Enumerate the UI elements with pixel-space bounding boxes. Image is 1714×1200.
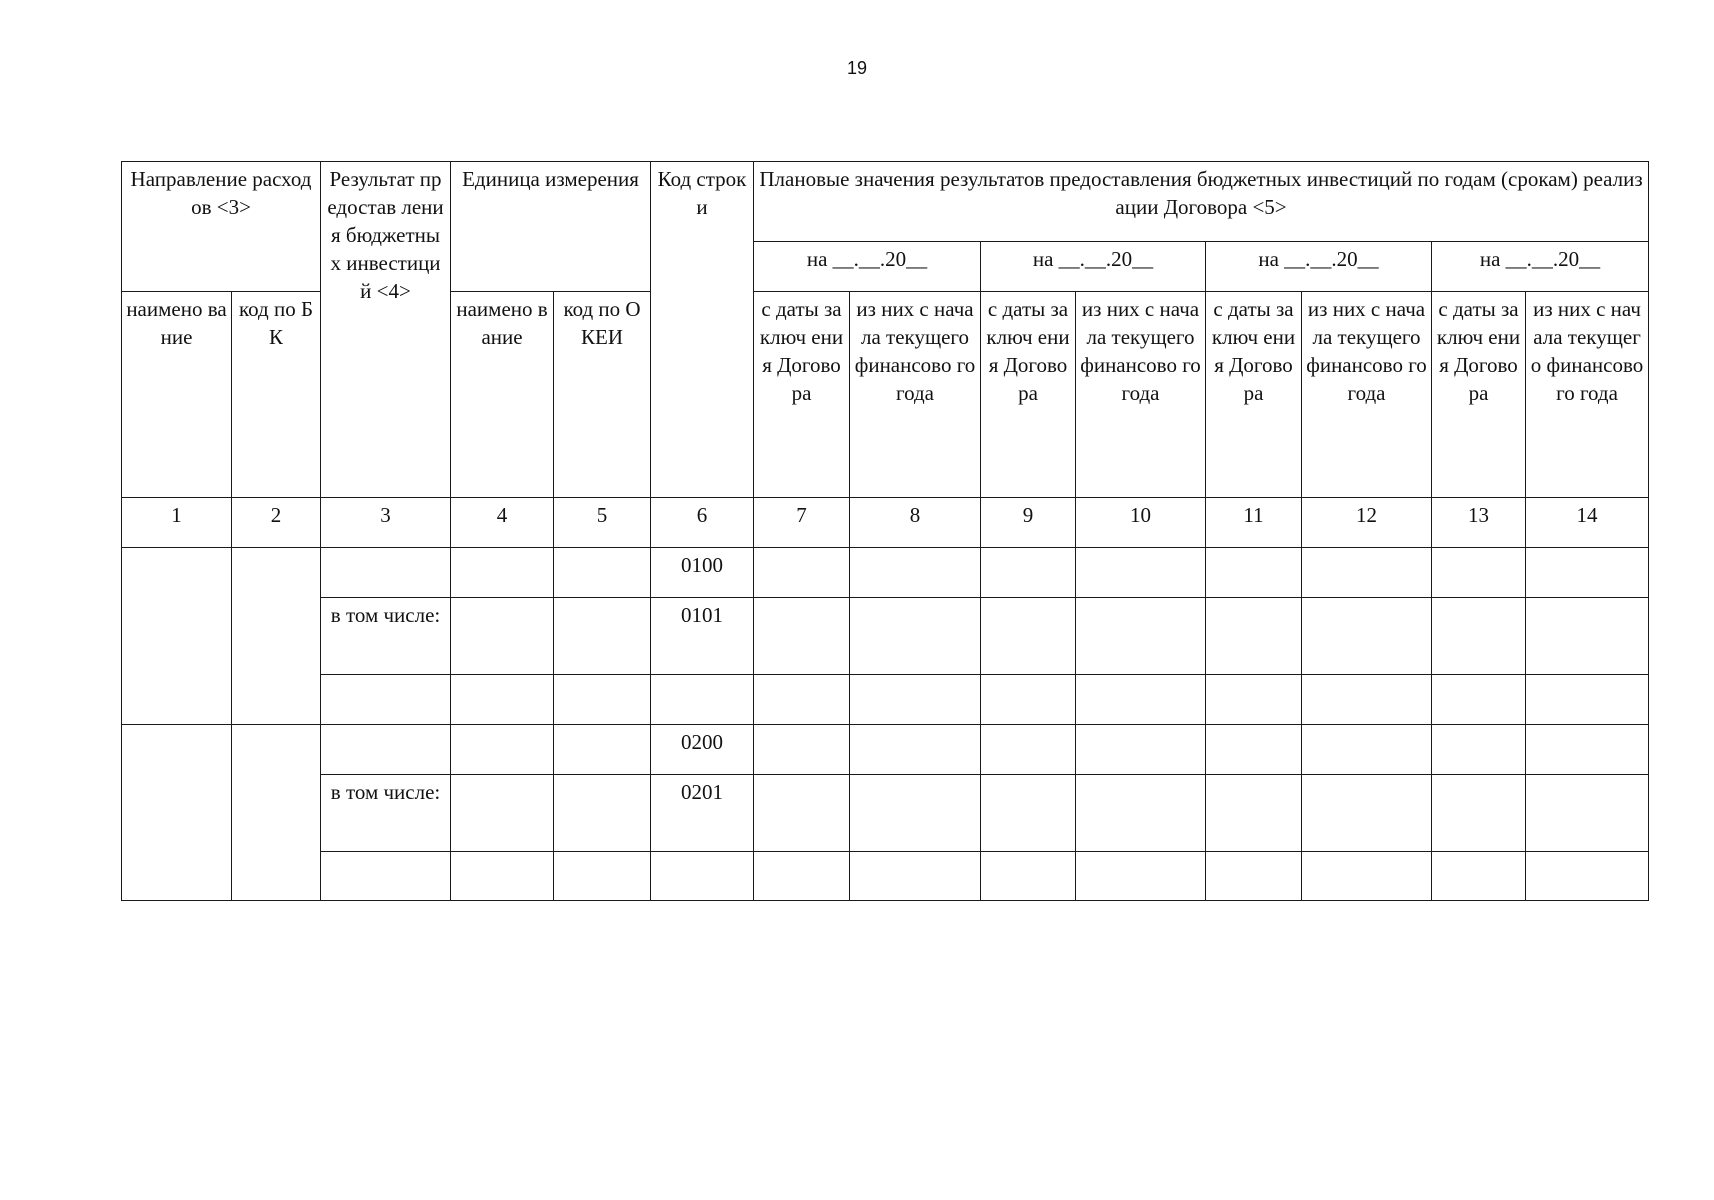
header-from-contract-1: с даты заключ ения Догово ра	[754, 292, 850, 498]
column-number: 11	[1206, 498, 1302, 548]
header-row-code: Код строки	[651, 162, 754, 498]
header-direction: Направление расходов <3>	[122, 162, 321, 292]
page-number: 19	[846, 58, 868, 78]
table-row	[122, 775, 1649, 852]
value-cell	[1302, 852, 1432, 901]
value-cell	[1432, 548, 1526, 598]
header-plan-values: Плановые значения результатов предоставления бюджетных инвестиций по годам (срокам) реализации Договора <5>	[754, 162, 1649, 242]
value-cell	[981, 725, 1076, 775]
column-number: 9	[981, 498, 1076, 548]
value-cell	[754, 725, 850, 775]
unit-name-cell	[451, 675, 554, 725]
header-unit: Единица измерения	[451, 162, 651, 292]
unit-name-cell	[451, 725, 554, 775]
unit-name-cell	[451, 598, 554, 675]
column-number: 3	[321, 498, 451, 548]
header-from-contract-2: с даты заключ ения Догово ра	[981, 292, 1076, 498]
column-number: 12	[1302, 498, 1432, 548]
value-cell	[754, 675, 850, 725]
value-cell	[1206, 852, 1302, 901]
value-cell	[1206, 725, 1302, 775]
okei-code-cell	[554, 725, 651, 775]
header-result: Результат предостав ления бюджетны х инвестици й <4>	[321, 162, 451, 498]
column-number: 13	[1432, 498, 1526, 548]
value-cell	[1526, 725, 1649, 775]
value-cell	[1432, 598, 1526, 675]
table-row	[122, 852, 1649, 901]
column-number: 8	[850, 498, 981, 548]
value-cell	[1076, 775, 1206, 852]
okei-code-cell	[554, 548, 651, 598]
value-cell	[850, 725, 981, 775]
value-cell	[981, 775, 1076, 852]
value-cell	[754, 852, 850, 901]
value-cell	[981, 675, 1076, 725]
result-cell	[321, 548, 451, 598]
unit-name-cell	[451, 775, 554, 852]
result-cell	[321, 725, 451, 775]
value-cell	[981, 852, 1076, 901]
value-cell	[1076, 548, 1206, 598]
header-from-contract-3: с даты заключ ения Догово ра	[1206, 292, 1302, 498]
direction-name-cell	[122, 725, 232, 901]
okei-code-cell	[554, 852, 651, 901]
value-cell	[850, 852, 981, 901]
header-unit-name: наимено вание	[451, 292, 554, 498]
header-direction-name: наимено вание	[122, 292, 232, 498]
header-bk-code: код по БК	[232, 292, 321, 498]
value-cell	[1432, 852, 1526, 901]
value-cell	[1076, 598, 1206, 675]
value-cell	[1076, 852, 1206, 901]
budget-investment-form-table	[121, 161, 1649, 901]
value-cell	[1432, 675, 1526, 725]
column-number: 5	[554, 498, 651, 548]
column-number: 10	[1076, 498, 1206, 548]
header-from-year-1: из них с начала текущего финансово го года	[850, 292, 981, 498]
value-cell	[850, 775, 981, 852]
value-cell	[1206, 675, 1302, 725]
bk-code-cell	[232, 725, 321, 901]
value-cell	[1526, 852, 1649, 901]
table-row	[122, 548, 1649, 598]
header-period-2: на __.__.20__	[981, 242, 1206, 292]
column-number: 6	[651, 498, 754, 548]
okei-code-cell	[554, 598, 651, 675]
bk-code-cell	[232, 548, 321, 725]
row-code-cell: 0100	[651, 548, 754, 598]
value-cell	[754, 548, 850, 598]
value-cell	[981, 598, 1076, 675]
table-row	[122, 725, 1649, 775]
value-cell	[1302, 548, 1432, 598]
column-number: 14	[1526, 498, 1649, 548]
result-cell	[321, 675, 451, 725]
unit-name-cell	[451, 852, 554, 901]
column-number: 7	[754, 498, 850, 548]
header-period-1: на __.__.20__	[754, 242, 981, 292]
direction-name-cell	[122, 548, 232, 725]
value-cell	[1432, 725, 1526, 775]
result-cell: в том числе:	[321, 598, 451, 675]
value-cell	[754, 775, 850, 852]
column-number: 2	[232, 498, 321, 548]
value-cell	[1526, 598, 1649, 675]
value-cell	[1302, 675, 1432, 725]
header-period-4: на __.__.20__	[1432, 242, 1649, 292]
header-okei-code: код по ОКЕИ	[554, 292, 651, 498]
row-code-cell	[651, 675, 754, 725]
result-cell	[321, 852, 451, 901]
column-number: 4	[451, 498, 554, 548]
row-code-cell: 0200	[651, 725, 754, 775]
value-cell	[850, 598, 981, 675]
row-code-cell: 0201	[651, 775, 754, 852]
table-row	[122, 675, 1649, 725]
value-cell	[850, 548, 981, 598]
value-cell	[1526, 775, 1649, 852]
okei-code-cell	[554, 675, 651, 725]
okei-code-cell	[554, 775, 651, 852]
value-cell	[754, 598, 850, 675]
value-cell	[1432, 775, 1526, 852]
value-cell	[1206, 598, 1302, 675]
value-cell	[1076, 725, 1206, 775]
unit-name-cell	[451, 548, 554, 598]
value-cell	[1302, 598, 1432, 675]
value-cell	[981, 548, 1076, 598]
value-cell	[1302, 775, 1432, 852]
value-cell	[1076, 675, 1206, 725]
header-period-3: на __.__.20__	[1206, 242, 1432, 292]
value-cell	[850, 675, 981, 725]
result-cell: в том числе:	[321, 775, 451, 852]
value-cell	[1206, 775, 1302, 852]
header-from-year-2: из них с начала текущего финансово го года	[1076, 292, 1206, 498]
table-row	[122, 598, 1649, 675]
value-cell	[1526, 675, 1649, 725]
value-cell	[1526, 548, 1649, 598]
column-number: 1	[122, 498, 232, 548]
value-cell	[1302, 725, 1432, 775]
header-from-year-3: из них с начала текущего финансово го года	[1302, 292, 1432, 498]
row-code-cell	[651, 852, 754, 901]
value-cell	[1206, 548, 1302, 598]
row-code-cell: 0101	[651, 598, 754, 675]
header-from-contract-4: с даты заключ ения Догово ра	[1432, 292, 1526, 498]
header-from-year-4: из них с начала текущего финансово го года	[1526, 292, 1649, 498]
